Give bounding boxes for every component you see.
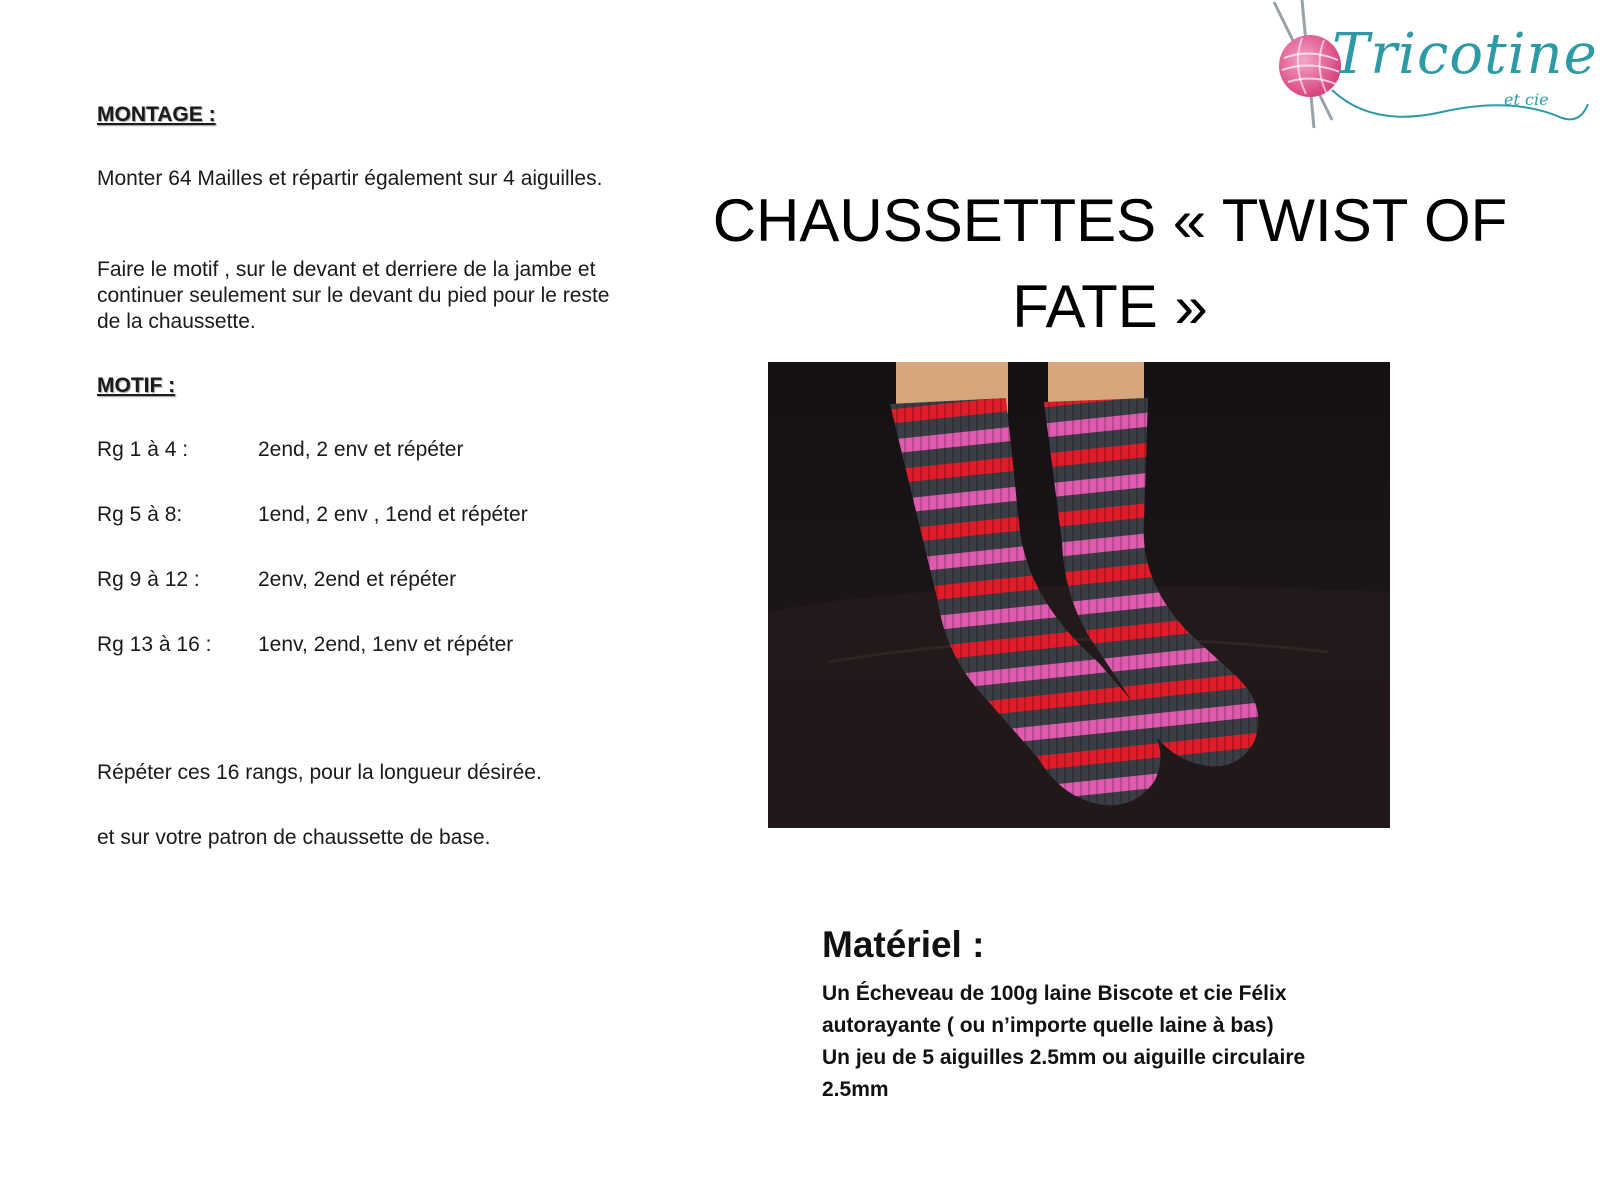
motif-heading: MOTIF : bbox=[97, 374, 176, 397]
logo-sub-text: et cie bbox=[1504, 90, 1549, 109]
motif-row-label: Rg 5 à 8: bbox=[97, 503, 183, 526]
socks-photo bbox=[768, 362, 1390, 828]
materiel-line: Un Écheveau de 100g laine Biscote et cie Félix bbox=[822, 982, 1287, 1005]
montage-heading: MONTAGE : bbox=[97, 103, 216, 126]
page-title bbox=[700, 178, 1520, 350]
motif-row bbox=[97, 502, 637, 528]
logo-brand-text: Tricotine bbox=[1332, 22, 1598, 87]
motif-row-value: 2env, 2end et répéter bbox=[258, 568, 457, 591]
motif-row bbox=[97, 632, 637, 658]
motif-row-label: Rg 1 à 4 : bbox=[97, 438, 189, 461]
materiel-line: 2.5mm bbox=[822, 1078, 889, 1101]
title-line-2: FATE » bbox=[1012, 273, 1208, 340]
montage-para-2: Faire le motif , sur le devant et derriere de la jambe et continuer seulement sur le devant du pied pour le reste de la chaussette. bbox=[97, 258, 610, 333]
motif-row bbox=[97, 567, 637, 593]
materiel-line: autorayante ( ou n’importe quelle laine à bas) bbox=[822, 1014, 1274, 1037]
title-line-1: CHAUSSETTES « TWIST OF bbox=[712, 187, 1508, 254]
motif-row bbox=[97, 437, 637, 463]
motif-row-value: 1end, 2 env , 1end et répéter bbox=[258, 503, 528, 526]
motif-row-label: Rg 9 à 12 : bbox=[97, 568, 200, 591]
materiel-line: Un jeu de 5 aiguilles 2.5mm ou aiguille circulaire bbox=[822, 1046, 1306, 1069]
repeat-instruction: Répéter ces 16 rangs, pour la longueur désirée. bbox=[97, 761, 542, 784]
materiel-list bbox=[822, 978, 1382, 1106]
motif-row-value: 2end, 2 env et répéter bbox=[258, 438, 464, 461]
motif-row-value: 1env, 2end, 1env et répéter bbox=[258, 633, 514, 656]
base-pattern-note: et sur votre patron de chaussette de base. bbox=[97, 826, 491, 849]
montage-para-1: Monter 64 Mailles et répartir également sur 4 aiguilles. bbox=[97, 167, 603, 190]
motif-row-label: Rg 13 à 16 : bbox=[97, 633, 212, 656]
materiel-heading: Matériel : bbox=[822, 924, 985, 965]
